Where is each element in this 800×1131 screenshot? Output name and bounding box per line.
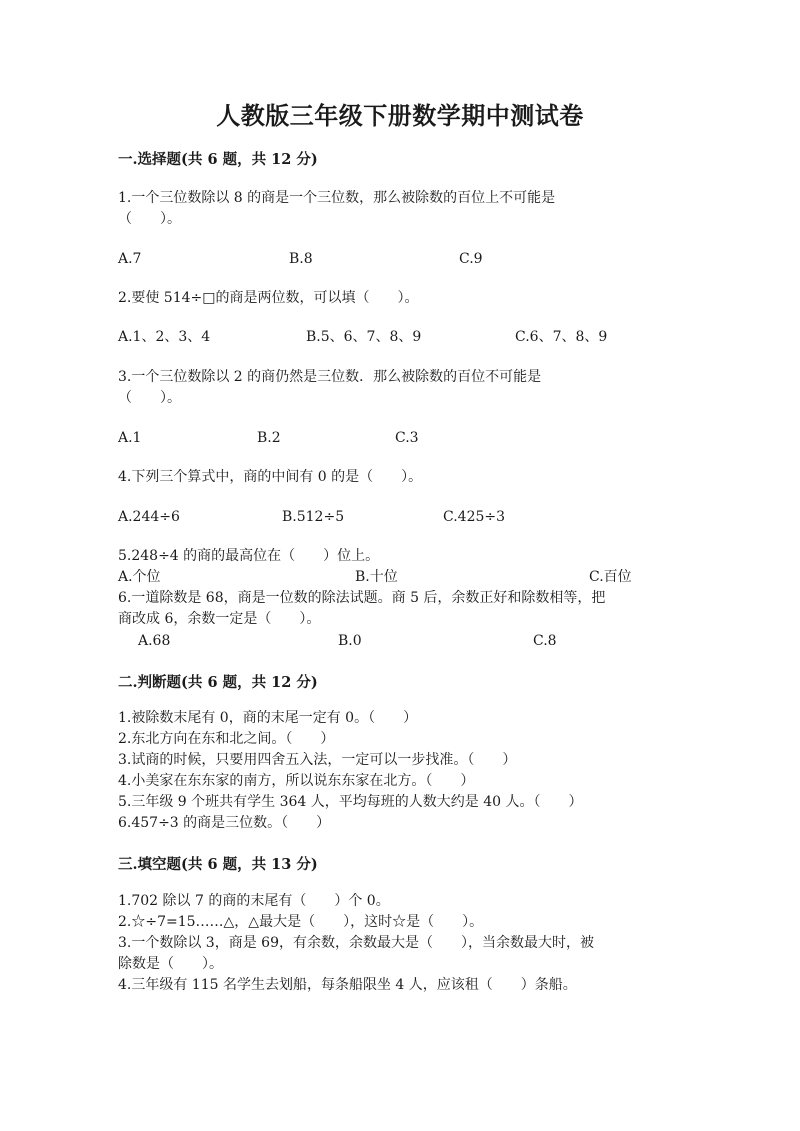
question-text: 2.☆÷7=15……△，△最大是（ ），这时☆是（ ）。	[118, 914, 484, 930]
option-b: B.十位	[355, 569, 398, 585]
option-b: B.512÷5	[282, 509, 345, 525]
question-text: 2.要使 514÷□的商是两位数，可以填（ ）。	[118, 290, 419, 306]
section-header-fill-blank: 三.填空题(共 6 题，共 13 分)	[118, 856, 318, 873]
section-header-choice: 一.选择题(共 6 题，共 12 分)	[118, 151, 318, 168]
option-c: C.425÷3	[443, 509, 506, 525]
option-b: B.8	[289, 251, 313, 267]
option-a: A.1、2、3、4	[118, 329, 211, 345]
option-c: C.百位	[589, 569, 632, 585]
question-text: 2.东北方向在东和北之间。（ ）	[118, 731, 335, 747]
question-text: 5.248÷4 的商的最高位在（ ）位上。	[118, 548, 380, 564]
question-text: 4.小美家在东东家的南方，所以说东东家在北方。（ ）	[118, 773, 475, 789]
question-text: 1.702 除以 7 的商的末尾有（ ）个 0。	[118, 893, 390, 909]
option-a: A.244÷6	[118, 509, 180, 525]
question-text: （ ）。	[118, 390, 181, 406]
option-b: B.2	[257, 430, 281, 446]
question-text: 除数是（ ）。	[118, 956, 223, 972]
question-text: 5.三年级 9 个班共有学生 364 人，平均每班的人数大约是 40 人。（ ）	[118, 794, 583, 810]
option-c: C.9	[459, 251, 483, 267]
option-a: A.个位	[118, 569, 161, 585]
question-text: 3.一个三位数除以 2 的商仍然是三位数．那么被除数的百位不可能是	[118, 369, 542, 385]
option-a: A.7	[118, 251, 142, 267]
question-text: 3.试商的时候，只要用四舍五入法，一定可以一步找准。（ ）	[118, 752, 517, 768]
question-text: （ ）。	[118, 211, 181, 227]
option-c: C.3	[395, 430, 419, 446]
page-title: 人教版三年级下册数学期中测试卷	[216, 101, 584, 130]
question-text: 4.三年级有 115 名学生去划船，每条船限坐 4 人，应该租（ ）条船。	[118, 977, 577, 993]
option-a: A.68	[138, 633, 171, 649]
question-text: 1.一个三位数除以 8 的商是一个三位数，那么被除数的百位上不可能是	[118, 190, 556, 206]
option-b: B.5、6、7、8、9	[306, 329, 422, 345]
option-a: A.1	[118, 430, 142, 446]
question-text: 6.一道除数是 68，商是一位数的除法试题。商 5 后，余数正好和除数相等，把	[118, 590, 606, 606]
option-c: C.8	[533, 633, 557, 649]
option-c: C.6、7、8、9	[515, 329, 608, 345]
question-text: 商改成 6，余数一定是（ ）。	[118, 611, 321, 627]
section-header-judgement: 二.判断题(共 6 题，共 12 分)	[118, 674, 318, 691]
question-text: 3.一个数除以 3，商是 69，有余数，余数最大是（ ），当余数最大时，被	[118, 935, 594, 951]
option-b: B.0	[338, 633, 362, 649]
question-text: 1.被除数末尾有 0，商的末尾一定有 0。（ ）	[118, 710, 418, 726]
question-text: 4.下列三个算式中，商的中间有 0 的是（ ）。	[118, 469, 423, 485]
question-text: 6.457÷3 的商是三位数。（ ）	[118, 815, 331, 831]
